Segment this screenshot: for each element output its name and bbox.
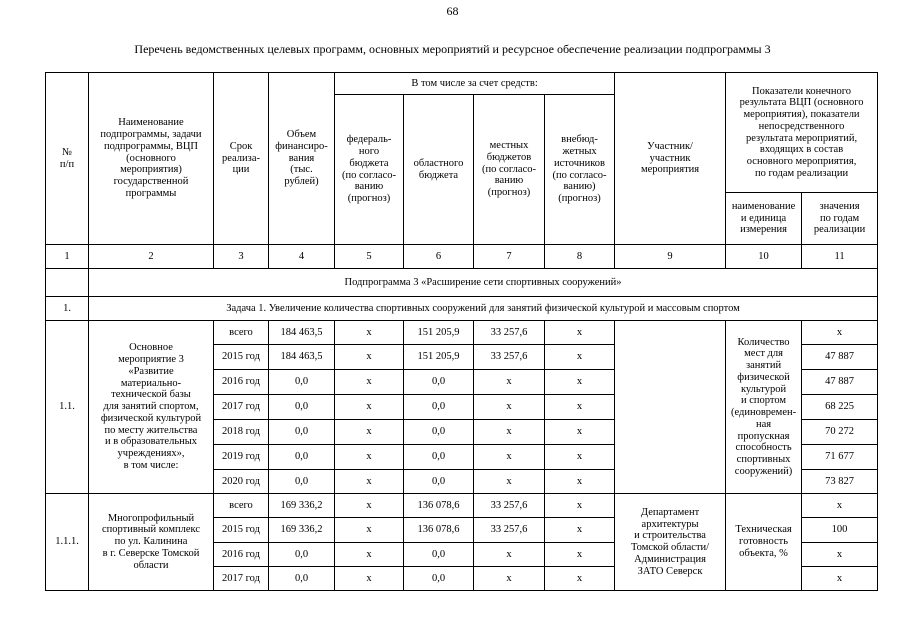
extra-cell: х [545, 494, 615, 518]
program-table [45, 72, 878, 591]
period-cell: 2015 год [214, 518, 269, 543]
federal-cell: х [335, 543, 404, 567]
header-indicator-name: наименование и единица измерения [726, 193, 802, 245]
regional-cell: 0,0 [404, 567, 474, 591]
column-number: 10 [726, 245, 802, 269]
indicator-value-cell: х [802, 494, 878, 518]
period-cell: 2015 год [214, 345, 269, 370]
period-cell: 2018 год [214, 420, 269, 445]
document-title: Перечень ведомственных целевых программ, основных мероприятий и ресурсное обеспечение реализации подпрограммы 3 [134, 42, 771, 56]
column-number: 1 [46, 245, 89, 269]
header-row [46, 73, 878, 95]
column-number: 7 [474, 245, 545, 269]
header-including: В том числе за счет средств: [335, 73, 615, 95]
header-term: Срок реализа- ции [214, 73, 269, 245]
federal-cell: х [335, 445, 404, 470]
header-indicator-values: значения по годам реализации [802, 193, 878, 245]
extra-cell: х [545, 518, 615, 543]
column-number: 11 [802, 245, 878, 269]
volume-cell: 0,0 [269, 543, 335, 567]
column-number: 8 [545, 245, 615, 269]
indicator-value-cell: 68 225 [802, 395, 878, 420]
extra-cell: х [545, 445, 615, 470]
header-indicators: Показатели конечного результата ВЦП (основного мероприятия), показатели непосредственного результата мероприятий, входящих в состав основного мероприятия, по годам реализации [726, 73, 878, 193]
column-number: 2 [89, 245, 214, 269]
extra-cell: х [545, 370, 615, 395]
local-cell: х [474, 420, 545, 445]
header-num: № п/п [46, 73, 89, 245]
regional-cell: 136 078,6 [404, 518, 474, 543]
period-cell: 2016 год [214, 370, 269, 395]
subprogram-row [46, 269, 878, 297]
local-cell: х [474, 445, 545, 470]
period-cell: 2020 год [214, 470, 269, 494]
regional-cell: 0,0 [404, 543, 474, 567]
header-local: местных бюджетов (по согласо- ванию (прогноз) [474, 95, 545, 245]
indicator-value-cell: 71 677 [802, 445, 878, 470]
regional-cell: 151 205,9 [404, 345, 474, 370]
volume-cell: 184 463,5 [269, 321, 335, 345]
federal-cell: х [335, 370, 404, 395]
federal-cell: х [335, 345, 404, 370]
federal-cell: х [335, 470, 404, 494]
empty-cell [46, 269, 89, 297]
volume-cell: 169 336,2 [269, 518, 335, 543]
federal-cell: х [335, 420, 404, 445]
federal-cell: х [335, 321, 404, 345]
volume-cell: 0,0 [269, 445, 335, 470]
indicator-name-cell: Количество мест для занятий физической культурой и спортом (единовремен- ная пропускная способность спортивных сооружений) [726, 321, 802, 494]
extra-cell: х [545, 345, 615, 370]
header-federal: федераль- ного бюджета (по согласо- ванию (прогноз) [335, 95, 404, 245]
data-row [46, 321, 878, 345]
period-cell: 2019 год [214, 445, 269, 470]
volume-cell: 184 463,5 [269, 345, 335, 370]
column-number: 6 [404, 245, 474, 269]
volume-cell: 0,0 [269, 420, 335, 445]
column-number-row [46, 245, 878, 269]
indicator-value-cell: 70 272 [802, 420, 878, 445]
header-name: Наименование подпрограммы, задачи подпрограммы, ВЦП (основного мероприятия) государственной программы [89, 73, 214, 245]
task-row [46, 297, 878, 321]
regional-cell: 0,0 [404, 395, 474, 420]
regional-cell: 0,0 [404, 470, 474, 494]
header-regional: областного бюджета [404, 95, 474, 245]
task-title: Задача 1. Увеличение количества спортивных сооружений для занятий физической культурой и массовым спортом [89, 297, 878, 321]
data-row [46, 494, 878, 518]
extra-cell: х [545, 321, 615, 345]
period-cell: 2016 год [214, 543, 269, 567]
federal-cell: х [335, 518, 404, 543]
extra-cell: х [545, 420, 615, 445]
local-cell: 33 257,6 [474, 345, 545, 370]
indicator-value-cell: 47 887 [802, 370, 878, 395]
item-number: 1.1. [46, 321, 89, 494]
extra-cell: х [545, 567, 615, 591]
indicator-value-cell: 47 887 [802, 345, 878, 370]
volume-cell: 0,0 [269, 370, 335, 395]
task-number: 1. [46, 297, 89, 321]
federal-cell: х [335, 395, 404, 420]
local-cell: 33 257,6 [474, 321, 545, 345]
item-name: Основное мероприятие 3 «Развитие материально- технической базы для занятий спортом, физической культурой по месту жительства и в образовательных учреждениях», в том числе: [89, 321, 214, 494]
subprogram-title: Подпрограмма 3 «Расширение сети спортивных сооружений» [89, 269, 878, 297]
item-name: Многопрофильный спортивный комплекс по ул. Калинина в г. Северске Томской области [89, 494, 214, 591]
local-cell: 33 257,6 [474, 494, 545, 518]
indicator-value-cell: х [802, 321, 878, 345]
local-cell: х [474, 543, 545, 567]
page-number: 68 [446, 4, 459, 18]
period-cell: 2017 год [214, 567, 269, 591]
header-extra: внебюд- жетных источников (по согласо- ванию) (прогноз) [545, 95, 615, 245]
local-cell: х [474, 395, 545, 420]
period-cell: всего [214, 494, 269, 518]
local-cell: 33 257,6 [474, 518, 545, 543]
federal-cell: х [335, 494, 404, 518]
period-cell: 2017 год [214, 395, 269, 420]
regional-cell: 0,0 [404, 370, 474, 395]
volume-cell: 0,0 [269, 567, 335, 591]
volume-cell: 169 336,2 [269, 494, 335, 518]
volume-cell: 0,0 [269, 395, 335, 420]
local-cell: х [474, 567, 545, 591]
regional-cell: 136 078,6 [404, 494, 474, 518]
local-cell: х [474, 370, 545, 395]
regional-cell: 0,0 [404, 420, 474, 445]
extra-cell: х [545, 470, 615, 494]
indicator-name-cell: Техническая готовность объекта, % [726, 494, 802, 591]
item-number: 1.1.1. [46, 494, 89, 591]
local-cell: х [474, 470, 545, 494]
extra-cell: х [545, 543, 615, 567]
participant-cell [615, 321, 726, 494]
indicator-value-cell: 100 [802, 518, 878, 543]
indicator-value-cell: х [802, 567, 878, 591]
participant-cell: Департамент архитектуры и строительства Томской области/ Администрация ЗАТО Северск [615, 494, 726, 591]
regional-cell: 151 205,9 [404, 321, 474, 345]
column-number: 4 [269, 245, 335, 269]
header-volume: Объем финансиро- вания (тыс. рублей) [269, 73, 335, 245]
column-number: 5 [335, 245, 404, 269]
regional-cell: 0,0 [404, 445, 474, 470]
volume-cell: 0,0 [269, 470, 335, 494]
extra-cell: х [545, 395, 615, 420]
column-number: 3 [214, 245, 269, 269]
indicator-value-cell: х [802, 543, 878, 567]
period-cell: всего [214, 321, 269, 345]
header-participant: Участник/ участник мероприятия [615, 73, 726, 245]
federal-cell: х [335, 567, 404, 591]
column-number: 9 [615, 245, 726, 269]
indicator-value-cell: 73 827 [802, 470, 878, 494]
